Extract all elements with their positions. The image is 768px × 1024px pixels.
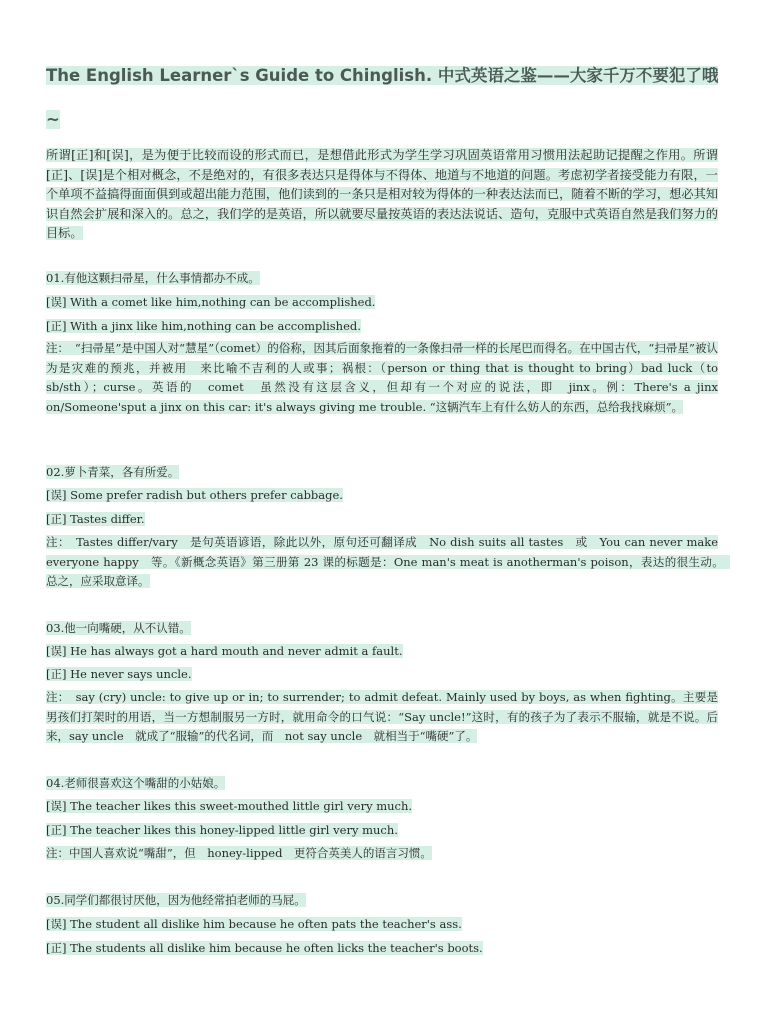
entry-01-heading: 01.有他这颗扫帚星，什么事情都办不成。 (46, 271, 260, 285)
entry-03-heading: 03.他一向嘴硬，从不认错。 (46, 621, 191, 635)
entry-01-right: [正] With a jinx like him,nothing can be accomplished. (46, 319, 361, 333)
intro-paragraph: 所谓[正]和[误]，是为便于比较而设的形式而已，是想借此形式为学生学习巩固英语常用习惯用法起助记提醒之作用。所谓[正]、[误]是个相对概念，不是绝对的，有很多表达只是得体与不得体、地道与不地道的问题。考虑初学者接受能力有限，一个单项不益搞得面面俱到或超出能力范围，他们读到的一条只是相对较为得体的一种表达法而已，随着不断的学习，想必其知识自然会扩展和深入的。总之，我们学的是英语，所以就要尽量按英语的表达法说话、造句，克服中式英语自然是我们努力的目标。 (46, 148, 718, 240)
entry-04-wrong: [误] The teacher likes this sweet-mouthed little girl very much. (46, 799, 413, 813)
entry-03-note: 注： say (cry) uncle: to give up or in; to surrender; to admit defeat. Mainly used by boys, as when fighting。主要是男孩们打架时的用语，当一方想制服另一方时，就用命令的口气说：“Say uncle!”这时，有的孩子为了表示不服输，就是不说。后来，say uncle 就成了“服输”的代名词，而 not say uncle 就相当于“嘴硬”了。 (46, 690, 718, 743)
entry-05-right: [正] The students all dislike him because he often licks the teacher's boots. (46, 941, 483, 955)
entry-02-wrong: [误] Some prefer radish but others prefer cabbage. (46, 488, 343, 502)
entry-03-right: [正] He never says uncle. (46, 667, 192, 681)
entry-04-right: [正] The teacher likes this honey-lipped little girl very much. (46, 823, 398, 837)
entry-03-wrong: [误] He has always got a hard mouth and never admit a fault. (46, 644, 403, 658)
entry-02-note: 注： Tastes differ/vary 是句英语谚语，除此以外，原句还可翻译成 No dish suits all tastes 或 You can never make everyone happy 等。《新概念英语》第三册第 23 课的标题是：One man's meat is anotherman's poison，表达的很生动。 总之，应采取意译。 (46, 535, 730, 588)
entry-05-wrong: [误] The student all dislike him because he often pats the teacher's ass. (46, 917, 462, 931)
entry-01-wrong: [误] With a comet like him,nothing can be accomplished. (46, 295, 376, 309)
entry-02-right: [正] Tastes differ. (46, 512, 145, 526)
entry-01-note: 注： “扫帚星”是中国人对“慧星”（comet）的俗称，因其后面象拖着的一条像扫帚一样的长尾巴而得名。在中国古代，“扫帚星”被认为是灾难的预兆，并被用 来比喻不吉利的人或事；祸根：（person or thing that is thought to bring）bad luck（to sb/sth）；curse。英语的 comet 虽然没有这层含义，但却有一个对应的说法，即 jinx。例：There's a jinx on/Someone'sput a jinx on this car: it's always giving me trouble. “这辆汽车上有什么妨人的东西，总给我找麻烦”。 (46, 341, 718, 414)
document-title: The English Learner`s Guide to Chinglish. 中式英语之鉴——大家千万不要犯了哦~ (46, 66, 719, 129)
entry-05-heading: 05.同学们都很讨厌他，因为他经常拍老师的马屁。 (46, 893, 306, 907)
entry-04-heading: 04.老师很喜欢这个嘴甜的小姑娘。 (46, 776, 226, 790)
entry-04-note: 注：中国人喜欢说“嘴甜”，但 honey-lipped 更符合英美人的语言习惯。 (46, 846, 432, 860)
entry-02-heading: 02.萝卜青菜，各有所爱。 (46, 465, 180, 479)
